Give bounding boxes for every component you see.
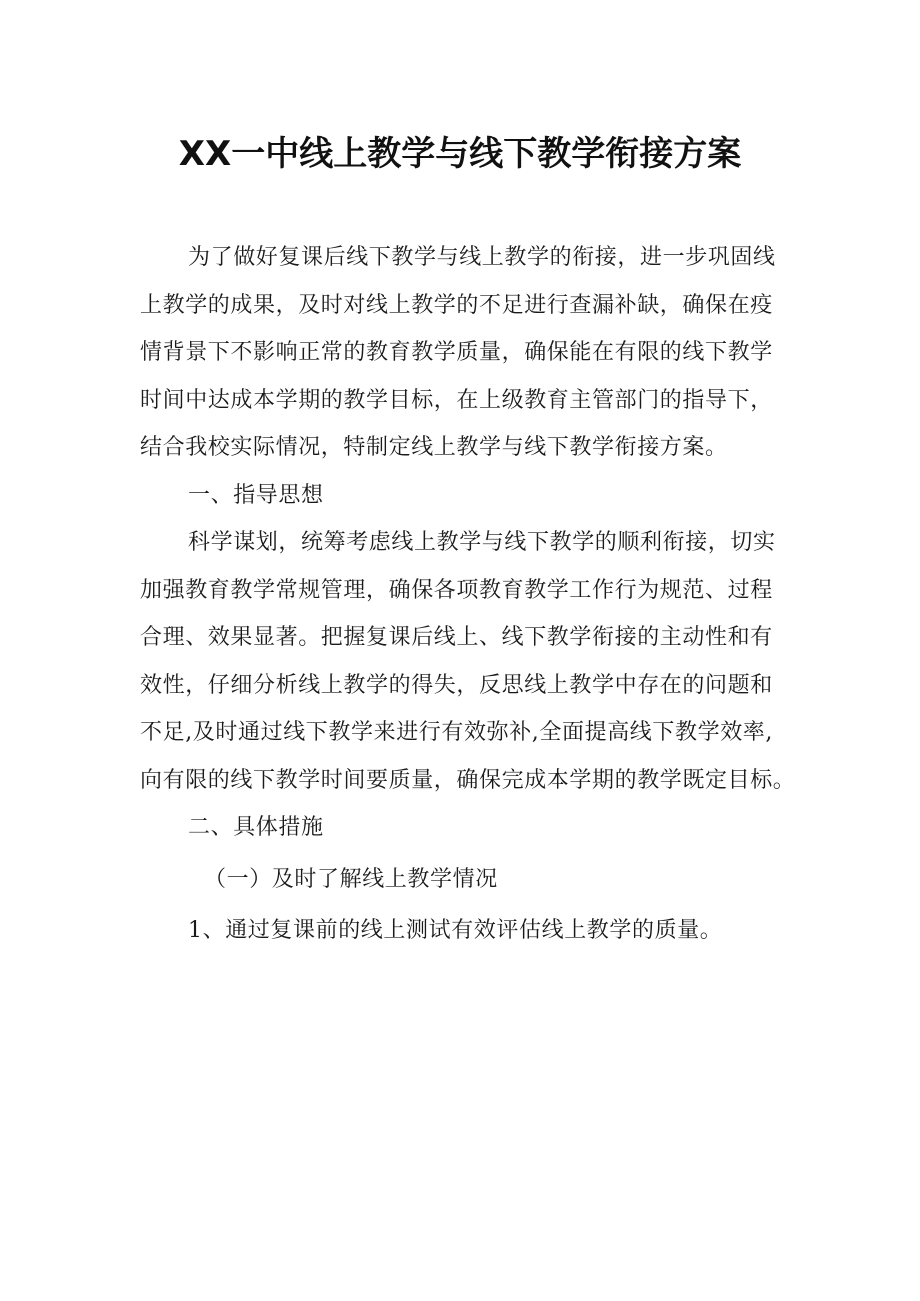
paragraph-line: 合理、效果显著。把握复课后线上、线下教学衔接的主动性和有 xyxy=(140,625,773,650)
intro-line: 时间中达成本学期的教学目标，在上级教育主管部门的指导下， xyxy=(140,387,773,413)
intro-paragraph xyxy=(140,234,800,472)
intro-line: 情背景下不影响正常的教育教学质量，确保能在有限的线下教学 xyxy=(140,340,773,365)
paragraph-line: 科学谋划，统筹考虑线上教学与线下教学的顺利衔接，切实 xyxy=(188,530,776,555)
list-item: 1、通过复课前的线上测试有效评估线上教学的质量。 xyxy=(188,918,723,943)
document-body xyxy=(140,234,800,955)
paragraph-line: 加强教育教学常规管理，确保各项教育教学工作行为规范、过程 xyxy=(140,577,773,603)
subsection-heading: （一）及时了解线上教学情况 xyxy=(204,866,498,892)
section-heading-guiding-ideology: 一、指导思想 xyxy=(188,482,324,508)
intro-line: 为了做好复课后线下教学与线上教学的衔接，进一步巩固线 xyxy=(188,245,776,270)
guiding-ideology-paragraph xyxy=(140,519,800,804)
intro-line: 结合我校实际情况，特制定线上教学与线下教学衔接方案。 xyxy=(140,435,728,460)
intro-line: 上教学的成果，及时对线上教学的不足进行查漏补缺，确保在疫 xyxy=(140,292,773,318)
document-title: XX一中线上教学与线下教学衔接方案 xyxy=(178,134,742,174)
section-heading-specific-measures: 二、具体措施 xyxy=(188,815,324,840)
paragraph-line: 不足,及时通过线下教学来进行有效弥补,全面提高线下教学效率, xyxy=(140,720,773,745)
paragraph-line: 效性，仔细分析线上教学的得失，反思线上教学中存在的问题和 xyxy=(140,672,773,698)
paragraph-line: 向有限的线下教学时间要质量，确保完成本学期的教学既定目标。 xyxy=(140,767,796,793)
